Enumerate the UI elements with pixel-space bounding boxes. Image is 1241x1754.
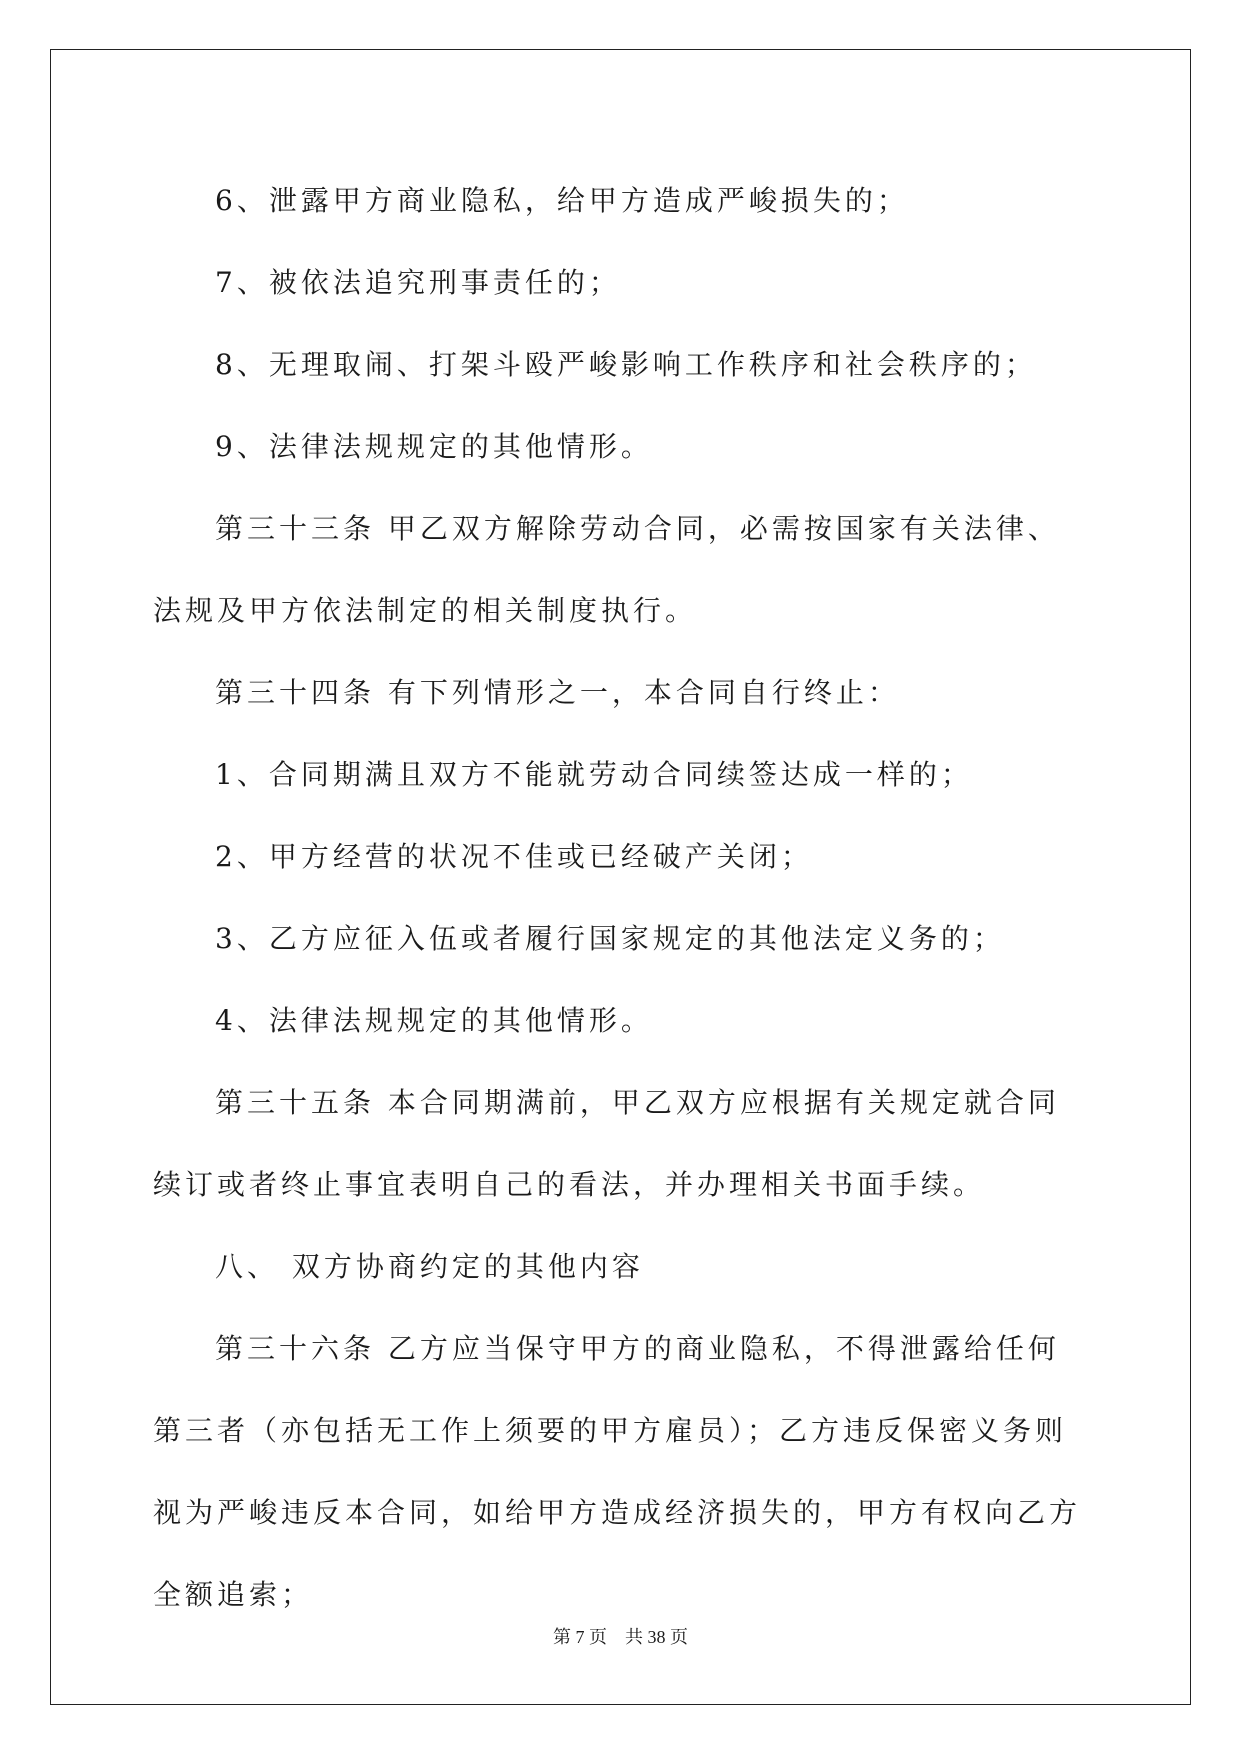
- paragraph-termination-2: 2、甲方经营的状况不佳或已经破产关闭；: [215, 840, 813, 873]
- page-number: 第 7 页: [553, 1627, 607, 1647]
- paragraph-article-36: 第三十六条 乙方应当保守甲方的商业隐私，不得泄露给任何第三者（亦包括无工作上须要的甲方雇员）；乙方违反保密义务则视为严峻违反本合同，如给甲方造成经济损失的，甲方有权向乙方全额追索；: [153, 1332, 1082, 1611]
- document-body: [153, 160, 1088, 1636]
- paragraph-clause-6: 6、泄露甲方商业隐私，给甲方造成严峻损失的；: [215, 184, 909, 217]
- paragraph-clause-8: 8、无理取闹、打架斗殴严峻影响工作秩序和社会秩序的；: [215, 348, 1037, 381]
- paragraph-termination-4: 4、法律法规规定的其他情形。: [215, 1004, 653, 1037]
- paragraph-clause-7: 7、被依法追究刑事责任的；: [215, 266, 621, 299]
- section-heading-8: 八、 双方协商约定的其他内容: [215, 1250, 644, 1283]
- paragraph-article-35: 第三十五条 本合同期满前，甲乙双方应根据有关规定就合同续订或者终止事宜表明自己的看法，并办理相关书面手续。: [153, 1086, 1060, 1201]
- page-footer: [0, 1623, 1241, 1649]
- paragraph-article-34: 第三十四条 有下列情形之一，本合同自行终止：: [215, 676, 900, 709]
- paragraph-termination-3: 3、乙方应征入伍或者履行国家规定的其他法定义务的；: [215, 922, 1005, 955]
- paragraph-article-33: 第三十三条 甲乙双方解除劳动合同，必需按国家有关法律、法规及甲方依法制定的相关制度执行。: [153, 512, 1060, 627]
- paragraph-termination-1: 1、合同期满且双方不能就劳动合同续签达成一样的；: [215, 758, 973, 791]
- paragraph-clause-9: 9、法律法规规定的其他情形。: [215, 430, 653, 463]
- page-total: 共 38 页: [625, 1627, 688, 1647]
